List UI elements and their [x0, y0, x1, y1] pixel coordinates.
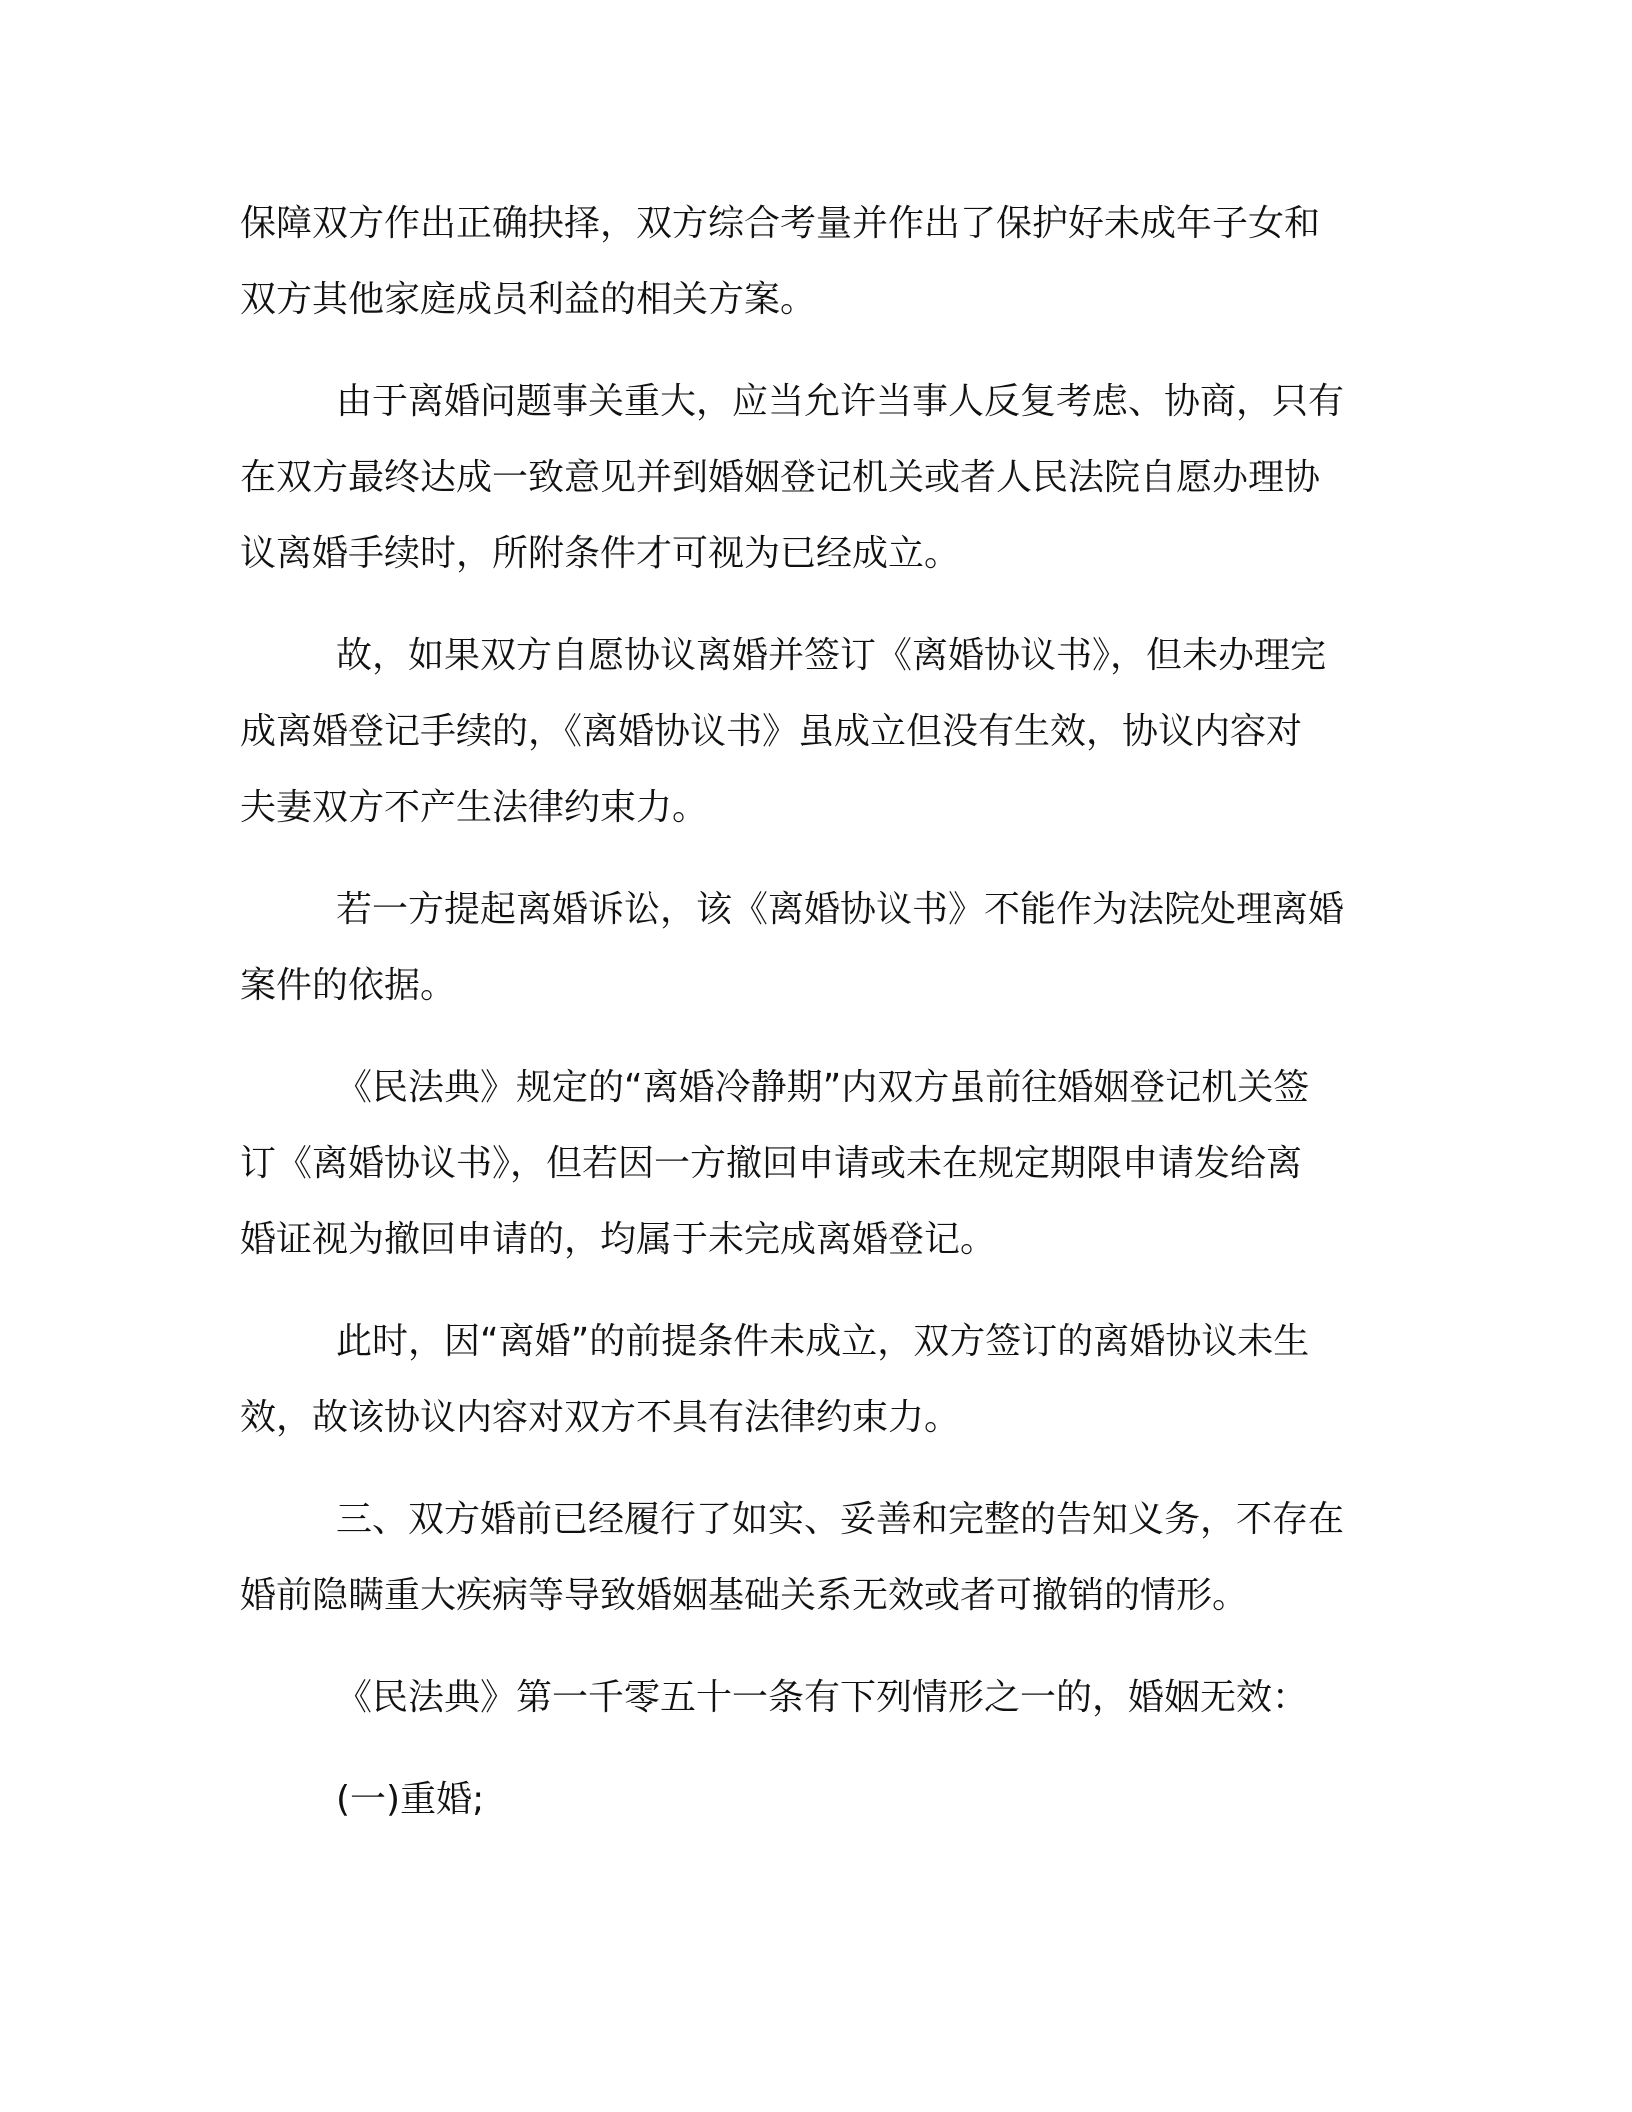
- text-line: 在双方最终达成一致意见并到婚姻登记机关或者人民法院自愿办理协: [240, 457, 1321, 498]
- paragraph-8: [240, 1660, 1390, 1736]
- text-line: 成离婚登记手续的，《离婚协议书》虽成立但没有生效，协议内容对: [240, 711, 1303, 752]
- text-line: 婚证视为撤回申请的，均属于未完成离婚登记。: [240, 1219, 997, 1260]
- text-line: 《民法典》规定的“离婚冷静期”内双方虽前往婚姻登记机关签: [336, 1067, 1310, 1108]
- text-line: 保障双方作出正确抉择，双方综合考量并作出了保护好未成年子女和: [240, 203, 1321, 244]
- paragraph-6: [240, 1304, 1390, 1456]
- paragraph-1: [240, 186, 1390, 338]
- text-line: 此时，因“离婚”的前提条件未成立，双方签订的离婚协议未生: [336, 1321, 1310, 1362]
- text-line: 《民法典》第一千零五十一条有下列情形之一的，婚姻无效：: [336, 1677, 1309, 1718]
- text-line: 案件的依据。: [240, 965, 457, 1006]
- paragraph-2: [240, 364, 1390, 592]
- list-item: (一)重婚;: [336, 1779, 485, 1820]
- text-line: 婚前隐瞒重大疾病等导致婚姻基础关系无效或者可撤销的情形。: [240, 1575, 1249, 1616]
- text-line: 若一方提起离婚诉讼，该《离婚协议书》不能作为法院处理离婚: [336, 889, 1345, 930]
- text-line: 议离婚手续时，所附条件才可视为已经成立。: [240, 533, 961, 574]
- text-line: 效，故该协议内容对双方不具有法律约束力。: [240, 1397, 961, 1438]
- paragraph-5: [240, 1050, 1390, 1278]
- paragraph-9: [240, 1762, 1390, 1838]
- paragraph-7: [240, 1482, 1390, 1634]
- document-body: [240, 186, 1390, 1864]
- text-line: 由于离婚问题事关重大，应当允许当事人反复考虑、协商，只有: [336, 381, 1345, 422]
- text-line: 故，如果双方自愿协议离婚并签订《离婚协议书》，但未办理完: [336, 635, 1327, 676]
- text-line: 夫妻双方不产生法律约束力。: [240, 787, 709, 828]
- paragraph-4: [240, 872, 1390, 1024]
- text-line: 三、双方婚前已经履行了如实、妥善和完整的告知义务，不存在: [336, 1499, 1345, 1540]
- paragraph-3: [240, 618, 1390, 846]
- text-line: 双方其他家庭成员利益的相关方案。: [240, 279, 817, 320]
- text-line: 订《离婚协议书》，但若因一方撤回申请或未在规定期限申请发给离: [240, 1143, 1303, 1184]
